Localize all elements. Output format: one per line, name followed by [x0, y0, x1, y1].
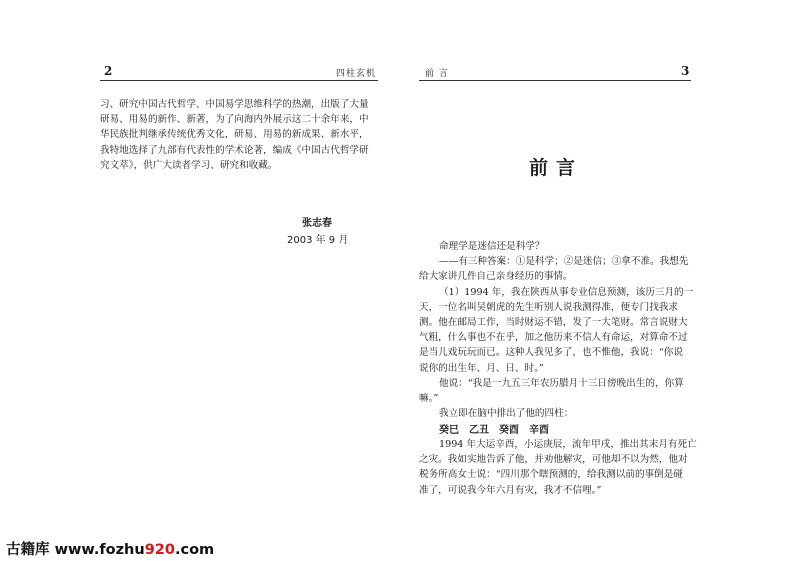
body-line: 1994 年大运辛酉，小运庚辰，流年甲戌，推出其末月有死亡	[439, 439, 697, 450]
body-line: 天，一位名叫吴朝虎的先生听别人说我测得准，便专门找我求	[419, 301, 679, 313]
body-line: 气粗，什么事也不在乎，加之他历来不信人有命运，对算命不过	[419, 332, 688, 344]
watermark-url-number: 920	[144, 542, 175, 558]
body-line: 是当儿戏玩玩而已。这种人我见多了，也不惟他，我说：“你说	[419, 347, 683, 359]
right-page-number: 3	[681, 64, 690, 78]
body-line: 命理学是迷信还是科学？	[439, 241, 545, 252]
left-header-rule	[100, 80, 378, 81]
left-body-text	[100, 97, 380, 173]
preface-title: 前言	[529, 157, 584, 179]
body-line: 说你的出生年、月、日、时。”	[419, 362, 544, 374]
body-line: 之灾。我如实地告诉了他，并劝他解灾，可他却不以为然，他对	[419, 454, 688, 466]
signature: 张志春	[302, 218, 332, 229]
watermark-url-suffix: .com	[174, 542, 215, 558]
left-page	[0, 0, 396, 561]
body-line: 我立即在脑中排出了他的四柱：	[439, 408, 574, 420]
body-line: 嘛。”	[419, 393, 439, 405]
body-line: （1）1994 年，我在陕西从事专业信息预测，该历三月的一	[439, 286, 694, 298]
site-watermark	[6, 538, 214, 559]
watermark-url-prefix: www.fozhu	[54, 542, 145, 558]
body-line: 税务所高女士说：“四川那个瞎预测的，给我测以前的事倒是碰	[419, 469, 683, 481]
body-line: 他说：“我是一九五三年农历腊月十三日傍晚出生的，你算	[439, 377, 684, 389]
body-line: ——有三种答案：①是科学；②是迷信；③拿不准。我想先	[439, 256, 689, 268]
body-line: 测。他在邮局工作，当时财运不错，发了一大笔财。常言说财大	[419, 317, 688, 329]
right-page	[397, 0, 793, 561]
date: 2003 年 9 月	[287, 235, 349, 246]
body-line: 给大家讲几件自己亲身经历的事情。	[419, 271, 573, 283]
preface-body-continued	[419, 437, 699, 498]
left-page-number: 2	[104, 64, 113, 78]
right-running-header: 前 言	[425, 69, 449, 79]
left-body-line: 研易、用易的新作、新著，为了向海内外展示这二十余年来，中	[100, 114, 369, 126]
left-running-header: 四柱玄机	[336, 69, 377, 79]
preface-body	[419, 239, 699, 421]
left-body-line: 习、研究中国古代哲学、中国易学思维科学的热潮，出版了大量	[100, 99, 369, 110]
watermark-site-name: 古籍库	[6, 542, 50, 558]
right-header-rule	[419, 80, 691, 81]
body-line: 准了，可说我今年六月有灾，我才不信哩。”	[419, 484, 602, 496]
left-body-line: 华民族批判继承传统优秀文化，研易、用易的新成果、新水平，	[100, 129, 369, 141]
four-pillars: 癸巳 乙丑 癸酉 辛酉	[439, 425, 549, 436]
left-body-line: 我特地选择了九部有代表性的学术论著，编成《中国古代哲学研	[100, 144, 369, 156]
left-body-line: 究文萃》，供广大读者学习、研究和收藏。	[100, 159, 278, 171]
